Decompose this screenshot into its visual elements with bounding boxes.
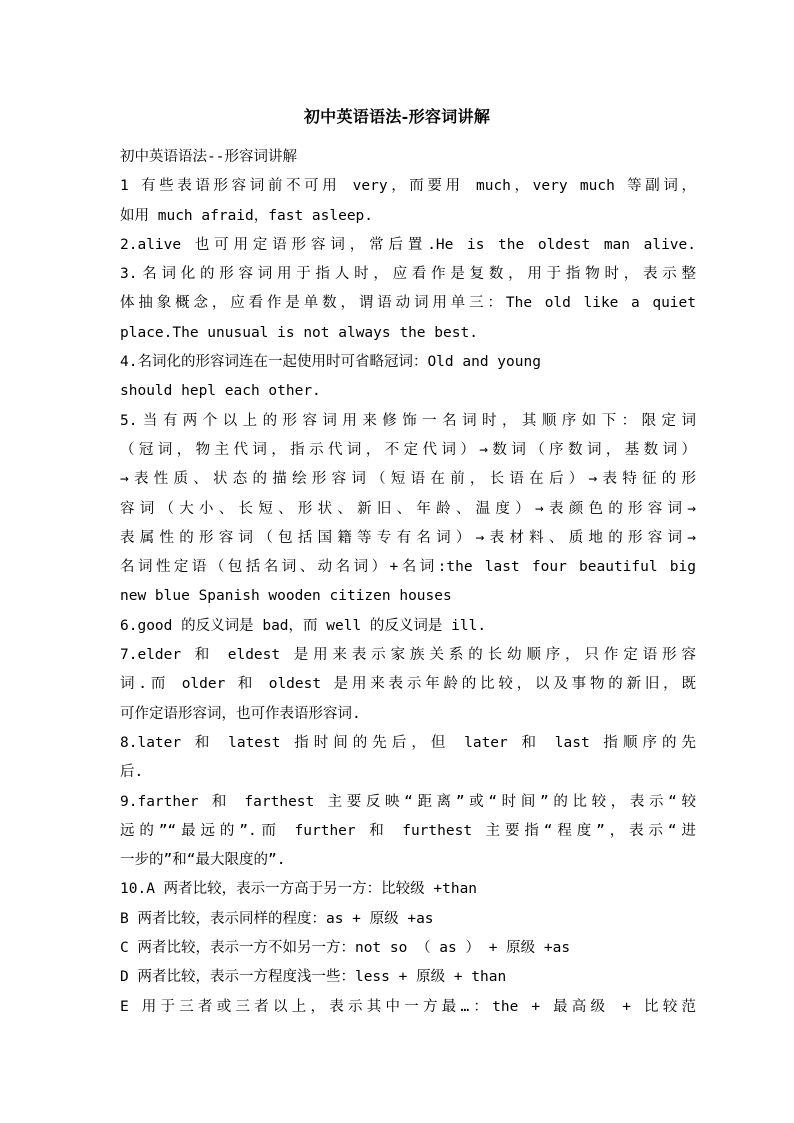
body-line: 4.名词化的形容词连在一起使用时可省略冠词：Old and young — [120, 354, 541, 371]
body-line: 一步的”和“最大限度的”. — [120, 852, 286, 869]
body-line: 如用 much afraid，fast asleep. — [120, 207, 374, 224]
body-line: 10.A 两者比较，表示一方高于另一方：比较级 +than — [120, 881, 478, 898]
body-line: 6.good 的反义词是 bad，而 well 的反义词是 ill. — [120, 617, 487, 634]
body-line: place.The unusual is not always the best. — [120, 324, 478, 341]
body-line: →表性质、状态的描绘形容词（短语在前，长语在后）→表特征的形 — [120, 471, 696, 488]
body-line: 9.farther 和 farthest 主要反映“距离”或“时间”的比较，表示“较 — [120, 793, 696, 810]
body-line: 远的”“最远的”.而 further 和 furthest 主要指“程度”，表示“进 — [120, 822, 696, 839]
body-line: should hepl each other. — [120, 383, 321, 400]
body-line: B 两者比较，表示同样的程度：as + 原级 +as — [120, 910, 434, 927]
body-line: （冠词，物主代词，指示代词，不定代词）→数词（序数词，基数词） — [120, 441, 696, 458]
body-line: 5.当有两个以上的形容词用来修饰一名词时，其顺序如下：限定词 — [120, 412, 696, 429]
document-title: 初中英语语法-形容词讲解 — [303, 107, 491, 126]
body-line: 体抽象概念，应看作是单数，谓语动词用单三：The old like a quiet — [120, 295, 696, 312]
body-line: 词.而 older 和 oldest 是用来表示年龄的比较，以及事物的新旧，既 — [120, 676, 696, 693]
body-line: 7.elder 和 eldest 是用来表示家族关系的长幼顺序，只作定语形容 — [120, 647, 696, 664]
body-line: D 两者比较，表示一方程度浅一些：less + 原级 + than — [120, 969, 507, 986]
body-line: 3.名词化的形容词用于指人时，应看作是复数，用于指物时，表示整 — [120, 266, 696, 283]
body-line: 1 有些表语形容词前不可用 very，而要用 much，very much 等副词， — [120, 178, 696, 195]
document-body — [120, 143, 696, 1022]
body-line: 表属性的形容词（包括国籍等专有名词）→表材料、质地的形容词→ — [120, 529, 696, 546]
body-line: 2.alive 也可用定语形容词，常后置.He is the oldest man alive. — [120, 236, 696, 253]
body-line: C 两者比较，表示一方不如另一方：not so （ as ） + 原级 +as — [120, 940, 571, 957]
body-line: new blue Spanish wooden citizen houses — [120, 588, 452, 605]
body-line: 后. — [120, 764, 144, 781]
body-line: 容词（大小、长短、形状、新旧、年龄、温度）→表颜色的形容词→ — [120, 500, 696, 517]
body-line: 8.later 和 latest 指时间的先后，但 later 和 last 指顺序的先 — [120, 734, 696, 751]
body-line: 名词性定语（包括名词、动名词）+名词:the last four beautiful big — [120, 559, 696, 576]
body-line: 可作定语形容词，也可作表语形容词. — [120, 705, 361, 722]
body-line: E 用于三者或三者以上，表示其中一方最…：the + 最高级 + 比较范 — [120, 998, 696, 1015]
body-line: 初中英语语法--形容词讲解 — [120, 149, 297, 165]
